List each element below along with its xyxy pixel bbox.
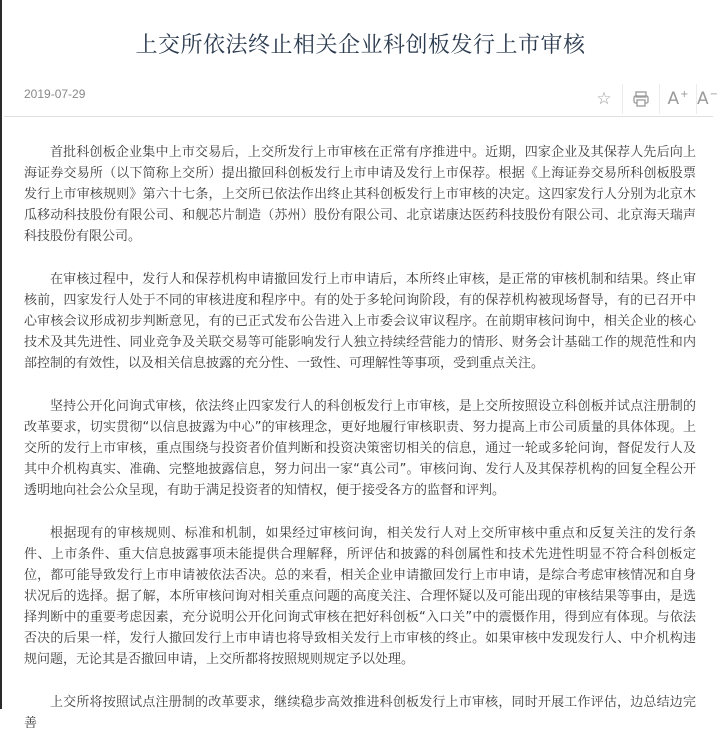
font-decrease-letter: A xyxy=(697,89,709,109)
paragraph: 在审核过程中，发行人和保荐机构申请撤回发行上市申请后，本所终止审核，是正常的审核机制和结果。终止审核前，四家发行人处于不同的审核进度和程序中。有的处于多轮问询阶段，有的保荐机构被现场督导，有的已召开中心审核会议形成初步判断意见，有的已正式发布公告进入上市委会议审议程序。在前期审核问询中，相关企业的核心技术及其先进性、同业竞争及关联交易等可能影响发行人独立持续经营能力的情形、财务会计基础工作的规范性和内部控制的有效性，以及相关信息披露的充分性、一致性、可理解性等事项，受到重点关注。 xyxy=(24,272,696,371)
favorite-button[interactable] xyxy=(586,84,622,114)
print-icon xyxy=(632,90,650,108)
font-decrease-icon xyxy=(697,89,718,109)
article-toolbar xyxy=(586,84,719,114)
print-button[interactable] xyxy=(622,84,659,114)
plus-sign: + xyxy=(680,89,689,101)
star-icon: ☆ xyxy=(596,89,612,109)
font-increase-button[interactable] xyxy=(659,84,696,114)
article-title: 上交所依法终止相关企业科创板发行上市审核 xyxy=(135,33,586,58)
font-decrease-button[interactable] xyxy=(696,84,719,114)
paragraph: 根据现有的审核规则、标准和机制，如果经过审核问询，相关发行人对上交所审核中重点和反复关注的发行条件、上市条件、重大信息披露事项未能提供合理解释，所评估和披露的科创属性和技术先进性明显不符合科创板定位，都可能导致发行上市申请被依法否决。总的来看，相关企业申请撤回发行上市申请，是综合考虑审核情况和自身状况后的选择。据了解，本所审核问询对相关重点问题的高度关注、合理怀疑以及可能出现的审核结果等事由，是选择判断中的重要考虑因素，充分说明公开化问询式审核在把好科创板“入口关”中的震慑作用，得到应有体现。与依法否决的后果一样，发行人撤回发行上市申请也将导致相关发行上市审核的终止。如果审核中发现发行人、中介机构违规问题，无论其是否撤回申请，上交所都将按照规则规定予以处理。 xyxy=(24,526,696,667)
publish-date: 2019-07-29 xyxy=(24,87,86,101)
minus-sign: − xyxy=(709,89,719,101)
paragraph: 上交所将按照试点注册制的改革要求，继续稳步高效推进科创板发行上市审核，同时开展工作评估，边总结边完善 xyxy=(24,695,696,731)
font-increase-icon xyxy=(667,89,688,109)
article-body xyxy=(24,142,696,756)
paragraph: 坚持公开化问询式审核，依法终止四家发行人的科创板发行上市审核，是上交所按照设立科创板并试点注册制的改革要求，切实贯彻“以信息披露为中心”的审核理念，更好地履行审核职责、努力提高上市公司质量的具体体现。上交所的发行上市审核，重点围绕与投资者价值判断和投资决策密切相关的信息，通过一轮或多轮问询，督促发行人及其中介机构真实、准确、完整地披露信息，努力问出一家“真公司”。审核问询、发行人及其保荐机构的回复全程公开透明地向社会公众呈现，有助于满足投资者的知情权，便于接受各方的监督和评判。 xyxy=(24,399,696,498)
paragraph: 首批科创板企业集中上市交易后，上交所发行上市审核在正常有序推进中。近期，四家企业及其保荐人先后向上海证券交易所（以下简称上交所）提出撤回科创板发行上市申请及发行上市保荐。根据《上海证券交易所科创板股票发行上市审核规则》第六十七条，上交所已依法作出终止其科创板发行上市审核的决定。这四家发行人分别为北京木瓜移动科技股份有限公司、和舰芯片制造（苏州）股份有限公司、北京诺康达医药科技股份有限公司、北京海天瑞声科技股份有限公司。 xyxy=(24,145,696,244)
font-increase-letter: A xyxy=(667,89,680,109)
header-divider xyxy=(4,116,713,117)
